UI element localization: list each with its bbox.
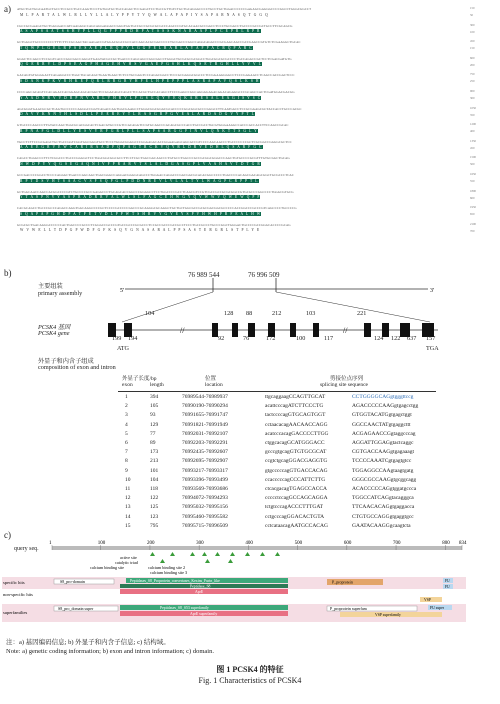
exon-length-cell: 795 bbox=[150, 522, 159, 529]
tick-label: 600 bbox=[343, 541, 352, 546]
sequence-block bbox=[0, 6, 500, 261]
exon-length: 92 bbox=[218, 335, 225, 342]
intron-length: 88 bbox=[246, 310, 253, 317]
location-cell: 76994072-76994293 bbox=[182, 495, 228, 502]
tick-label: 800 bbox=[442, 541, 450, 546]
line-number: 1200 bbox=[470, 122, 476, 127]
p-proprotein-super-label: P_proprotein superfam bbox=[330, 606, 367, 611]
splice-right-cell: CTGTGCCAGGgtgaggtgcc bbox=[352, 513, 414, 520]
location-cell: 76993217-76993317 bbox=[182, 467, 228, 474]
gene-label-zh: PCSK4 基因 bbox=[38, 324, 71, 331]
site-label: calcium binding site 3 bbox=[150, 570, 188, 575]
exon-length: 117 bbox=[324, 335, 334, 342]
aa-number: 500 bbox=[470, 162, 475, 167]
exon-length: 172 bbox=[266, 335, 276, 342]
site-label: catalytic triad bbox=[115, 560, 138, 565]
location-cell: 76995715-76996509 bbox=[182, 522, 228, 529]
dna-sequence-line: CCCCAGCACAGTCCACAGACCACGGAGCAGCACGGCTCCGGACAGCCAGCCTCCACGCTGCCACAGCCTCCCGAGCCGGCAGGGGAGACAGACAGAGGCCCGCAGCCACTCGATGGACGACGG bbox=[17, 90, 295, 94]
location-cell: 76991655-76991747 bbox=[182, 412, 228, 419]
splice-left-cell: cctgcccagGGACACTGTA bbox=[265, 513, 325, 520]
exon-length-cell: 173 bbox=[150, 449, 159, 456]
splice-right-cell: GGCCAACTATgtgaggcttt bbox=[352, 421, 411, 428]
header-location-zh: 位置 bbox=[205, 376, 217, 382]
splice-right-cell: CGTGACCAAGgtgagaaagt bbox=[352, 449, 415, 456]
break-mark: // bbox=[180, 326, 185, 335]
primary-assembly-zh: 主要组装 bbox=[38, 283, 63, 290]
location-cell: 76993569-76993686 bbox=[182, 486, 228, 492]
line-number: 450 bbox=[470, 39, 475, 44]
gene-label-en: PCSK4 gene bbox=[38, 330, 70, 337]
domain-diagram bbox=[0, 538, 500, 633]
tick-label: 500 bbox=[294, 541, 303, 546]
vsp-super-label: VSP superfamily bbox=[375, 613, 401, 617]
tick-label: 200 bbox=[146, 541, 155, 546]
protein-sequence-line: W V W E L L T D P G P W D F G F K S Q V G N A S A R A L P P S A S T E R G R L S T P L Y E bbox=[20, 228, 261, 233]
s8-pro-label: S8_pro-domain bbox=[60, 579, 85, 584]
splice-right-cell: CCTGGGGCAGgtgggttccg bbox=[352, 394, 414, 400]
vsp-label: VSP bbox=[424, 598, 431, 602]
splice-left-cell: ccccctccagGCCAGCAGGA bbox=[265, 495, 328, 502]
dna-sequence-line: CACGCAGCCTGCCCGCCCAGGCCAGGTGGCAGGCCCCGCTCCCCGCCCCCGGCCCGCAGGGCGCAGGCTGCTGCTGGCGCCGCGCGGCGGCGCCCCCACCGGCCCGCCCGTCAGCCCCTGCCCCG bbox=[17, 206, 297, 211]
dna-sequence-line: GCTGGGCTGCCCCCCCCTTTCTTCCGCAGCTACAAGACCGTGGACGGCCGCCACCAGCACGCGGCCCCCTGCGGCCCGGCCAGGCAGGCCCGCGAGCAGCCGCCGAGCCGTGTCTCGAAGGCTGCAC bbox=[17, 40, 301, 45]
aprE-label: AprE bbox=[195, 590, 204, 594]
composition-zh: 外显子和内含子组成 bbox=[38, 358, 94, 365]
protein-sequence-line: S Q A P A P G H D P A T F E T V D L P P W T S H R V Y G V E Y S P V H W H P R F E A L H W bbox=[20, 211, 262, 216]
protein-sequence-line: T Q W P L G E L R P S E S A E P L R Q P V L G G F E L R A R L A Y A F P A C R Q P A R C bbox=[20, 45, 253, 50]
exon-length: 157 bbox=[426, 335, 436, 342]
exon-length-cell: 101 bbox=[150, 467, 159, 474]
protein-sequence-line: A A E E G R V E W C A R I R A A D F Q P A G T R C K V Q Y R L D R V E D H L Q S A R F G C bbox=[20, 145, 263, 150]
line-number: 1950 bbox=[470, 205, 476, 210]
location-cell: 76995460-76995582 bbox=[182, 513, 228, 520]
tick-label: 300 bbox=[196, 541, 204, 546]
five-prime-label: 5' bbox=[120, 288, 125, 294]
location-cell: 76992435-76992607 bbox=[182, 449, 228, 456]
intron-length: 128 bbox=[224, 310, 234, 317]
tick-label: 834 bbox=[459, 541, 467, 546]
query-label: query seq. bbox=[14, 546, 39, 552]
exon-length-cell: 89 bbox=[150, 440, 156, 446]
exon-number: 10 bbox=[125, 476, 131, 483]
figure-title-en: Fig. 1 Characteristics of PCSK4 bbox=[198, 676, 302, 685]
tick-label: 1 bbox=[49, 541, 52, 546]
exon-length: 637 bbox=[407, 335, 417, 342]
header-exon-length-zh: 外显子长度/bp bbox=[122, 376, 157, 382]
coord-end: 76 996 509 bbox=[248, 271, 280, 279]
exon-length-cell: 104 bbox=[150, 476, 159, 483]
line-number: 750 bbox=[470, 72, 475, 77]
splice-left-cell: ctggcacagGCATGGGACC bbox=[265, 440, 325, 446]
location-cell: 76993396-76993499 bbox=[182, 476, 228, 483]
intron-length: 212 bbox=[272, 310, 282, 317]
aa-number: 400 bbox=[470, 129, 475, 134]
line-number: 1050 bbox=[470, 105, 476, 110]
composition-en: composition of exon and intron bbox=[38, 364, 116, 371]
protein-sequence-line: Y T A S P N V Y A S P R A D R R V A L W L S L F A G C E H W G Y Q V W W V Q W E W Q P P bbox=[20, 195, 261, 200]
line-number: 1500 bbox=[470, 155, 476, 160]
splice-right-cell: AGGATTGGAGgtactcaggc bbox=[352, 440, 414, 446]
aa-number: 200 bbox=[470, 62, 475, 67]
location-cell: 76991821-76991949 bbox=[182, 421, 228, 428]
location-cell: 76990190-76990294 bbox=[182, 403, 228, 410]
splice-right-cell: ACACCCCCAGgtggatgccca bbox=[352, 486, 417, 492]
line-number: 900 bbox=[470, 89, 475, 93]
protein-sequence-line: N W D P Y Y Q G S E G A Q N I V F P R A R V T S L A L D G A S G P L V A A H A V T D T G R bbox=[20, 161, 261, 166]
dna-sequence-line: GGGCTCCAGCCTCCGGTCACCCGGCGGCCAGGCTGAGTACGCCGCTGACCCCAGCAGCCGGCGGCCTGGGCTGCGCGCGCGGCCTGGCGGCGCGCCCCTGCCAGGCCGCTCCTCGACGATGTG bbox=[17, 56, 292, 61]
location-cell: 76995032-76995156 bbox=[182, 504, 228, 511]
exon-length-cell: 105 bbox=[150, 403, 159, 410]
exon-number: 12 bbox=[125, 495, 131, 502]
panel-c-label: c) bbox=[4, 530, 11, 540]
site-label: calcium binding site 2 bbox=[148, 565, 186, 570]
exon-length-cell: 123 bbox=[150, 513, 159, 520]
fu-super-label: FU super bbox=[430, 606, 445, 610]
splice-left-cell: acatcccacagGACCCCTTGG bbox=[265, 430, 329, 437]
location-cell: 76992031-76992107 bbox=[182, 430, 228, 437]
header-exon: exon bbox=[122, 382, 133, 388]
splice-right-cell: GGGCGCCAAGgtgcggcagg bbox=[352, 476, 417, 483]
header-length: length bbox=[150, 382, 164, 388]
location-cell: 76992203-76992291 bbox=[182, 440, 228, 446]
line-number: 1350 bbox=[470, 138, 476, 143]
exon-number: 7 bbox=[125, 449, 128, 456]
location-cell: 76989544-76989937 bbox=[182, 394, 228, 400]
aa-number: 350 bbox=[470, 112, 475, 117]
line-number: 1800 bbox=[470, 188, 476, 193]
aa-number: 650 bbox=[470, 212, 475, 217]
splice-right-cell: TTCAACACAGgtgaggacca bbox=[352, 504, 415, 511]
aprE-box bbox=[120, 589, 288, 594]
location-cell: 76992695-76992907 bbox=[182, 458, 228, 465]
p-proprotein-label: P_proprotein bbox=[332, 579, 353, 585]
dna-sequence-line: CGCCGCGAAGCTGCTGGGGACCATCAAGGGCCAGCAGGAGGGCCGGGTGGTGCCGCCGCGCGCGCCCAGCCCGTGCACAACGCCGGCCTCCCTGCGGCCTGCCCCGCCGCTGCCTTCGCAGCG bbox=[17, 23, 293, 28]
non-specific-hits-label: non-specific hits bbox=[3, 592, 33, 597]
exon-length-row bbox=[0, 335, 500, 343]
site-label: active site bbox=[120, 555, 137, 560]
exon-number: 3 bbox=[125, 412, 128, 419]
exon-number: 5 bbox=[125, 430, 128, 437]
protein-sequence-line: Y A A D N R V V D R P N V A R L V H R V L F G S G Q Y V E Q K A R E S A L E A G I S Y S C bbox=[20, 95, 262, 100]
protein-sequence-line: Q G E R R V L D P S E A G P H A G E H V H S V G A E P G S H L K Q S E T R G H L L Y V V L bbox=[20, 62, 262, 67]
splice-right-cell: TGGCCATCAGgtacagggca bbox=[352, 495, 414, 502]
exon-length-cell: 122 bbox=[150, 495, 159, 502]
aa-number: 700 bbox=[470, 228, 475, 233]
exon-length-cell: 394 bbox=[150, 394, 159, 400]
exon-length: 199 bbox=[112, 335, 122, 342]
superfamilies-label: superfamilies bbox=[3, 610, 28, 615]
splice-left-cell: gtgcccccagGTGACCACAG bbox=[265, 467, 328, 474]
dna-sequence-line: GCTGGCAACCAGCCACGGCCCCGTCTGCCCCGCCGAGGCCCTGCAGCACCGGCCCGGGGCCTCCTGGCCCCGCCTCAGCGTCCGTCGCCGCCGCGCGGCCGTGCGCCCGGCCCCTGGGCGTGCG bbox=[17, 189, 294, 194]
intron-length: 104 bbox=[145, 310, 155, 317]
header-splice: splicing site sequence bbox=[320, 382, 368, 388]
peptidase-s8-label: Peptidase_S8 bbox=[190, 584, 211, 589]
protein-sequence-line: M L P A R T A L W L R L L Y L L A L Y P P Y T V Q W A L A P A P I Y S A P A R N A S Q T G G Q bbox=[20, 12, 269, 17]
fu-label-2: FU bbox=[445, 585, 450, 589]
exon-number: 9 bbox=[125, 467, 128, 474]
site-label: calcium binding site bbox=[90, 565, 124, 570]
exon-length: 122 bbox=[391, 335, 401, 342]
fu-label-1: FU bbox=[445, 579, 450, 583]
atg-label: ATG bbox=[117, 345, 130, 352]
exon-length-cell: 77 bbox=[150, 430, 156, 437]
tick-label: 400 bbox=[245, 541, 253, 546]
exon-number: 14 bbox=[125, 513, 131, 520]
aa-number: 300 bbox=[470, 96, 475, 100]
exon-number: 15 bbox=[125, 522, 131, 529]
splice-left-cell: ttgcaggaagCCAGTTGCAT bbox=[265, 394, 326, 400]
aa-number: 100 bbox=[470, 29, 475, 34]
intron-length-row bbox=[0, 310, 500, 318]
dna-sequence-line: TGCCTCTTCCGCGAGCTGCTGCCGGTCGGTGGCGGGTGCCTCCCTGGGCGGGGCCCGGGAGGCACCGGAAGAGCAGCACCGTCCCCAGCAACCCTGCCCCCCCGCTCGCGGCCGGGGCGCTCC bbox=[17, 139, 292, 144]
exon-number: 4 bbox=[125, 421, 128, 428]
specific-hits-label: specific hits bbox=[3, 580, 25, 585]
exon-number: 2 bbox=[125, 403, 128, 410]
peptidases-super-label: Peptidases_S8_S53 superfamily bbox=[160, 606, 209, 610]
coord-start: 76 989 544 bbox=[188, 271, 220, 279]
protein-sequence-line: A S A P S A A T S S H Y P L L Q G F P P R D H P A T S S S K N A R A A P L P C E P R L R P R bbox=[20, 29, 261, 34]
exon-length-cell: 125 bbox=[150, 504, 159, 511]
aa-number: 50 bbox=[470, 13, 473, 17]
protein-sequence-line: S D A N K P K V R H K E F Q R L R R G R Y H F E L H P E P P P L A S R A P A V Q S L K S H bbox=[20, 78, 260, 83]
splice-right-cell: ACGAGAACCGgtaggcccag bbox=[352, 430, 416, 437]
three-prime-label: 3' bbox=[430, 288, 435, 294]
primary-assembly-en: primary assembly bbox=[38, 290, 83, 297]
line-number: 300 bbox=[470, 22, 475, 27]
aprE-super-label: AprE superfamily bbox=[190, 612, 218, 616]
break-mark: // bbox=[343, 326, 348, 335]
header-location: location bbox=[205, 382, 223, 388]
dna-sequence-line: ATGCTGCTGGCAATGCTGCCTCCGCCTGCCAAGTCCCTGTGGTGCTGCCAGGCTCCGAGCTCCTGCCGTTGTCTGCTGCAGGGCCCCTGCCTGCTGGACCCCCCGAGAGCGAGGGCCCCGGCCTGGGCGGCCT bbox=[17, 7, 312, 11]
dna-sequence-line: GCCGACCCCGGCCTCCCCAGGGCTGACCCAGCAGCTGGCGGGCCAGGACGGGGCAGCCCTGGGACCAGGCCCGGCGGCGCACACGGCCCCCTGGCCCCACAGCGACAGCGGCTGCGCCCTCAC bbox=[17, 173, 294, 177]
tick-label: 100 bbox=[97, 541, 106, 546]
splice-left-cell: ccacccccagCCCATTCTTG bbox=[265, 476, 326, 483]
exon-number: 1 bbox=[125, 394, 128, 400]
panel-a-label: a) bbox=[4, 4, 11, 14]
peptidases-label: Peptidases_S8_Proprotein_convertases_Kexins_Furin_like bbox=[130, 579, 220, 583]
exon-length: 194 bbox=[128, 335, 138, 342]
splice-left-cell: tactccccagGTGCAGTGGT bbox=[265, 412, 326, 419]
exon-length: 76 bbox=[243, 335, 250, 342]
exon-length-cell: 93 bbox=[150, 412, 156, 419]
splice-right-cell: GAATACAAGGgcaagtcta bbox=[352, 522, 411, 529]
s8-pro-super-label: S8_pro_domain super bbox=[58, 606, 94, 611]
protein-sequence-line: R P N A F G L D L L Y E S V Y R F G R L P L L S A P S A R G G F I N V L Q N K T T S G L Y bbox=[20, 128, 258, 133]
line-number: 2100 bbox=[470, 221, 476, 226]
exon-table bbox=[0, 370, 500, 540]
exon-number: 6 bbox=[125, 440, 128, 446]
gene-structure-diagram bbox=[0, 278, 500, 358]
line-number: 150 bbox=[470, 6, 475, 10]
note-zh: 注：a) 基因编码信息; b) 外显子和内含子信息; c) 结构域。 bbox=[6, 639, 170, 646]
line-number: 600 bbox=[470, 55, 475, 60]
query-bar bbox=[52, 546, 462, 550]
tga-label: TGA bbox=[426, 345, 439, 352]
exon-length-cell: 129 bbox=[150, 421, 159, 428]
aa-number: 450 bbox=[470, 145, 475, 150]
splice-left-cell: ccgtctgcagGGACGAGGTG bbox=[265, 458, 328, 465]
line-number: 1650 bbox=[470, 172, 476, 176]
splice-right-cell: TCCCCAAATCgtgagtgtcc bbox=[352, 458, 412, 465]
dna-sequence-line: GTGCCCCAGCCCTTGTACCAGCTGGCGCACGGCACTCGACGTGCCCGTCCACAGGTCCGTGCAGCCCACAGCGCCCACCTGCCGCCTGCGTGGGAAGGCCACCCACCACCTTCCAGCCGCAC bbox=[17, 123, 289, 128]
intron-length: 221 bbox=[357, 310, 367, 317]
dna-sequence-line: CAGCCTGGGCCCTTCTCGGCCCTGCCCGGGGCTCCTGGCGGCGGCGCCTTCCTCGCTGGCGGCAGCCCTGTGCCTGGCCCGCCGCGGCGGGCCCAGCTGTGCCCCGCGTTTGTGCGGCTGCAG bbox=[17, 156, 290, 161]
aa-number: 600 bbox=[470, 195, 475, 200]
table-rule bbox=[118, 391, 436, 392]
exon-length: 124 bbox=[374, 335, 384, 342]
exon-length-cell: 118 bbox=[150, 486, 159, 492]
intron-length: 103 bbox=[306, 310, 316, 317]
aa-number: 150 bbox=[470, 46, 475, 51]
splice-left-cell: acattcccagATCTTCCCTG bbox=[265, 403, 324, 410]
splice-left-cell: gcccgtgcagGTGTGCGCAT bbox=[265, 449, 327, 456]
note-en: Note: a) genetic coding information; b) exon and intron information; c) domain. bbox=[6, 648, 214, 655]
dna-sequence-line: GACAGTGTGGGGACTCAGAGGCCCTGGCTGCACAGCTGAGTGAGCTCTCCTGCGGGTCCCAGGCGGCCTCCCGCGGGGCGGCCCTCCGGAAGGGGCCTCCCGAGAACCTCAGCCACCGACTCCC bbox=[17, 73, 295, 78]
protein-sequence-line: R P T D S V H T S A A C V S F S Q P G L P D D N R E V L V L A L T Y L W A G P C R P P T L bbox=[20, 178, 259, 183]
protein-sequence-line: D A V Y K N N T H L S D L L P E E R E Y T L R A S G R P G V E A L A R D A D G V Y P T L bbox=[20, 112, 255, 117]
exon-number: 13 bbox=[125, 504, 131, 511]
splice-right-cell: TGGAGGCCAAgtaagtgatg bbox=[352, 467, 414, 474]
site-markers bbox=[150, 552, 280, 563]
exon-length-cell: 213 bbox=[150, 458, 159, 465]
exon-length: 100 bbox=[296, 335, 306, 342]
splice-left-cell: ctcacgacagTGAGCCACCA bbox=[265, 486, 328, 492]
splice-right-cell: GTGGTACATGgtgagctggt bbox=[352, 412, 412, 419]
dna-sequence-line: AGCGGGTGAACGCGCTCAGTGCCCCCCAGGGCCGGTCAGACCAGTGGCGAAGCCTGGGCGGCGGGCGCACCCCCGGCGGCGCCCGGGCCTTCAATGGCCTCCGCGGAGCGCTACCACCTGCCCACGC bbox=[17, 106, 302, 111]
splice-right-cell: AGACCCCCAAGgtgagcctgg bbox=[352, 403, 419, 410]
tick-label: 700 bbox=[393, 541, 401, 546]
figure-title-zh: 图 1 PCSK4 的特征 bbox=[216, 665, 284, 674]
aa-number: 250 bbox=[470, 79, 475, 84]
exon-number: 11 bbox=[125, 486, 131, 492]
splice-left-cell: cctaacacagAACAACCAGG bbox=[265, 421, 328, 428]
panel-b-label: b) bbox=[4, 268, 12, 278]
header-splice-zh: 剪接位点序列 bbox=[330, 376, 364, 382]
dna-sequence-line: GCGCGCTGACAGGGCCCCCCACTGGCCCCGCCCTCGGGCCGCCCGTGCCGCCCGCGCCCTCCGCCGCCCGCCGCCTCCCTGCCGCCCTGCCCGGCTGGGACTGCCCCGCCGGGCACCCCGCAG bbox=[17, 222, 291, 227]
exon-number: 8 bbox=[125, 458, 128, 465]
aa-number: 550 bbox=[470, 179, 475, 183]
splice-left-cell: tctgtcccagACCCTTTGAT bbox=[265, 504, 324, 511]
splice-left-cell: cctcataacagAATGCCACAG bbox=[265, 522, 328, 529]
